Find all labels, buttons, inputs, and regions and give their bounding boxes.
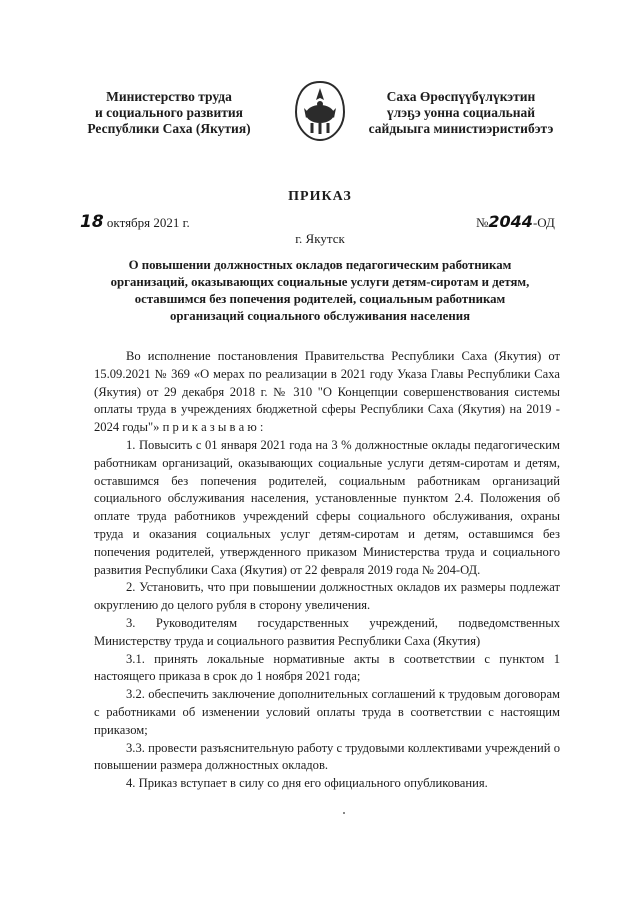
clause-3-1: 3.1. принять локальные нормативные акты в соответствии с пунктом 1 настоящего приказа в срок до 1 ноября 2021 года; <box>94 651 560 684</box>
clause-3: 3. Руководителям государственных учреждений, подведомственных Министерству труда и социального развития Республики Саха (Якутия) <box>94 615 560 648</box>
order-subject <box>80 257 560 325</box>
ministry-name-yakut <box>366 89 556 137</box>
subject-line: организаций социального обслуживания населения <box>169 309 470 323</box>
ministry-line: сайдыыга министиэристибэтэ <box>368 121 554 136</box>
scan-speck <box>343 812 345 814</box>
number-suffix: -ОД <box>532 215 555 230</box>
order-body <box>94 348 560 793</box>
order-city: г. Якутск <box>295 231 345 246</box>
subject-line: организаций, оказывающих социальные услуги детям-сиротам и детям, <box>110 275 530 289</box>
order-number <box>476 212 555 231</box>
preamble-paragraph: Во исполнение постановления Правительства Республики Саха (Якутия) от 15.09.2021 № 369 «О мерах по реализации в 2021 году Указа Главы Республики Саха (Якутия) от 29 декабря 2018 г. № 310 "О Концепции совершенствования системы оплаты труда в учреждениях бюджетной сферы Республики Саха (Якутия) на 2019 - 2024 годы"» п р и к а з ы в а ю : <box>94 349 560 435</box>
subject-line: О повышении должностных окладов педагогическим работникам <box>128 258 512 272</box>
order-date <box>80 212 190 232</box>
document-title: ПРИКАЗ <box>288 189 352 204</box>
clause-2: 2. Установить, что при повышении должностных окладов их размеры подлежат округлению до целого рубля в сторону увеличения. <box>94 580 560 613</box>
ministry-line: үлэҕэ уонна социальнай <box>386 105 536 120</box>
ministry-line: Министерство труда <box>106 89 232 104</box>
date-month-year: октября 2021 г. <box>103 215 190 230</box>
coat-of-arms-emblem-icon <box>290 78 350 144</box>
clause-3-2: 3.2. обеспечить заключение дополнительных соглашений к трудовым договорам с работниками об изменении условий оплаты труда в соответствии с настоящим приказом; <box>94 687 560 737</box>
number-sign: № <box>476 215 489 230</box>
ministry-line: и социального развития <box>95 105 243 120</box>
clause-3-3: 3.3. провести разъяснительную работу с трудовыми коллективами учреждений о повышении размера должностных окладов. <box>94 740 560 773</box>
ministry-name-russian <box>74 89 264 137</box>
handwritten-number: 2044 <box>488 212 533 231</box>
ministry-line: Саха Өрөспүүбүлүкэтин <box>386 89 536 104</box>
handwritten-day: 18 <box>80 212 104 232</box>
clause-1: 1. Повысить с 01 января 2021 года на 3 % должностные оклады педагогическим работникам организаций, оказывающих социальные услуги детям-сиротам и детям, оставшимся без попечения родителей, социальным работникам организаций социального обслуживания населения, установленные пунктом 2.4. Положения об оплате труда работников учреждений сферы социального обслуживания, охраны труда и оказания социальных услуг детям-сиротам и детям, оставшимся без попечения родителей, утвержденного приказом Министерства труда и социального развития Республики Саха (Якутия) от 22 февраля 2019 года № 204-ОД. <box>94 437 560 577</box>
clause-4: 4. Приказ вступает в силу со дня его официального опубликования. <box>126 776 488 791</box>
ministry-line: Республики Саха (Якутия) <box>87 121 251 136</box>
subject-line: оставшимся без попечения родителей, социальным работникам <box>134 292 506 306</box>
